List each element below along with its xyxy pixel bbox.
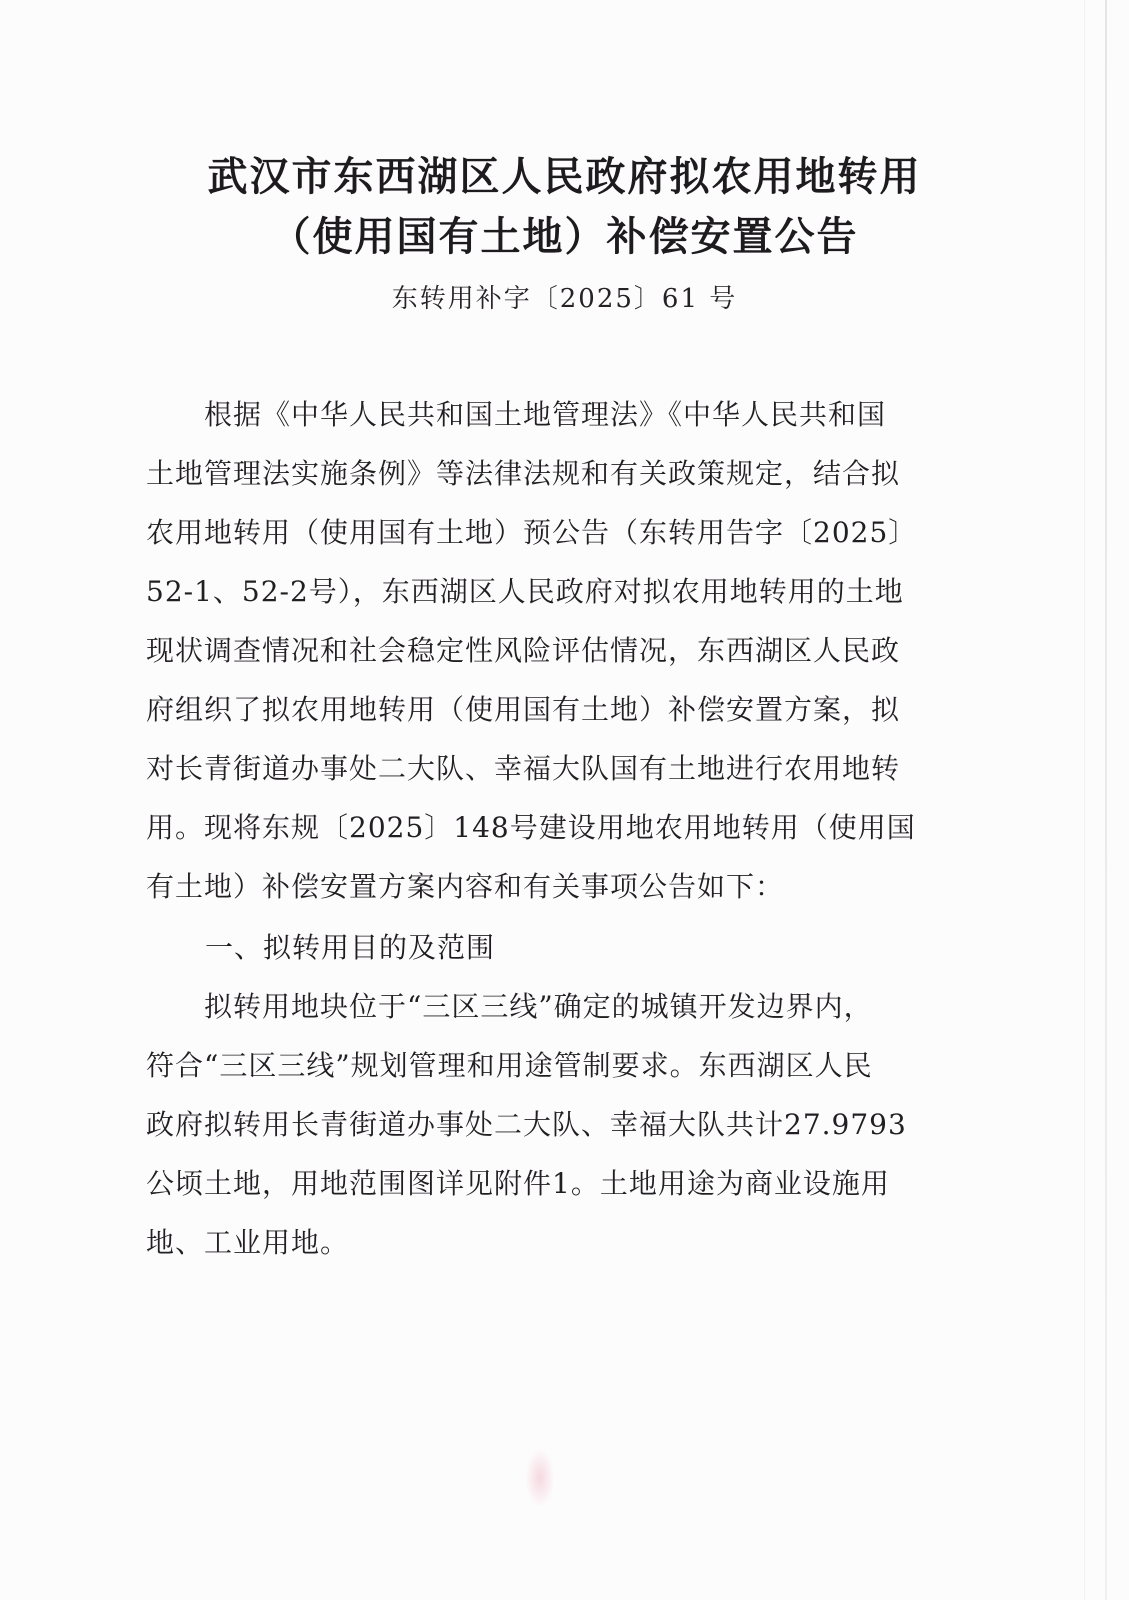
paragraph-line: 农用地转用（使用国有土地）预公告（东转用告字〔2025〕 xyxy=(146,516,918,549)
paragraph-line: 符合“三区三线”规划管理和用途管制要求。东西湖区人民 xyxy=(146,1049,873,1082)
paragraph-line: 对长青街道办事处二大队、幸福大队国有土地进行农用地转 xyxy=(146,752,901,785)
document-number: 东转用补字〔2025〕61 号 xyxy=(391,284,738,314)
paragraph-line: 公顷土地，用地范围图详见附件1。土地用途为商业设施用 xyxy=(146,1167,890,1200)
paragraph-line: 拟转用地块位于“三区三线”确定的城镇开发边界内， xyxy=(204,990,873,1023)
paragraph-section1 xyxy=(146,977,916,1272)
document-title-line2: （使用国有土地）补偿安置公告 xyxy=(270,214,859,260)
paragraph-line: 用。现将东规〔2025〕148号建设用地农用地转用（使用国 xyxy=(146,811,916,844)
paragraph-line: 52-1、52-2号），东西湖区人民政府对拟农用地转用的土地 xyxy=(146,575,904,608)
document-title-line1: 武汉市东西湖区人民政府拟农用地转用 xyxy=(207,154,922,200)
paragraph-line: 现状调查情况和社会稳定性风险评估情况，东西湖区人民政 xyxy=(146,634,901,667)
scan-smudge xyxy=(525,1448,555,1508)
paragraph-intro xyxy=(146,385,916,916)
paragraph-line: 土地管理法实施条例》等法律法规和有关政策规定，结合拟 xyxy=(146,457,901,490)
section-heading: 一、拟转用目的及范围 xyxy=(205,931,496,964)
paragraph-line: 府组织了拟农用地转用（使用国有土地）补偿安置方案，拟 xyxy=(146,693,901,726)
paragraph-line: 有土地）补偿安置方案内容和有关事项公告如下： xyxy=(146,870,785,903)
paragraph-line: 地、工业用地。 xyxy=(146,1226,350,1259)
paragraph-line: 政府拟转用长青街道办事处二大队、幸福大队共计27.9793 xyxy=(146,1108,907,1141)
paragraph-line: 根据《中华人民共和国土地管理法》《中华人民共和国 xyxy=(204,398,887,431)
